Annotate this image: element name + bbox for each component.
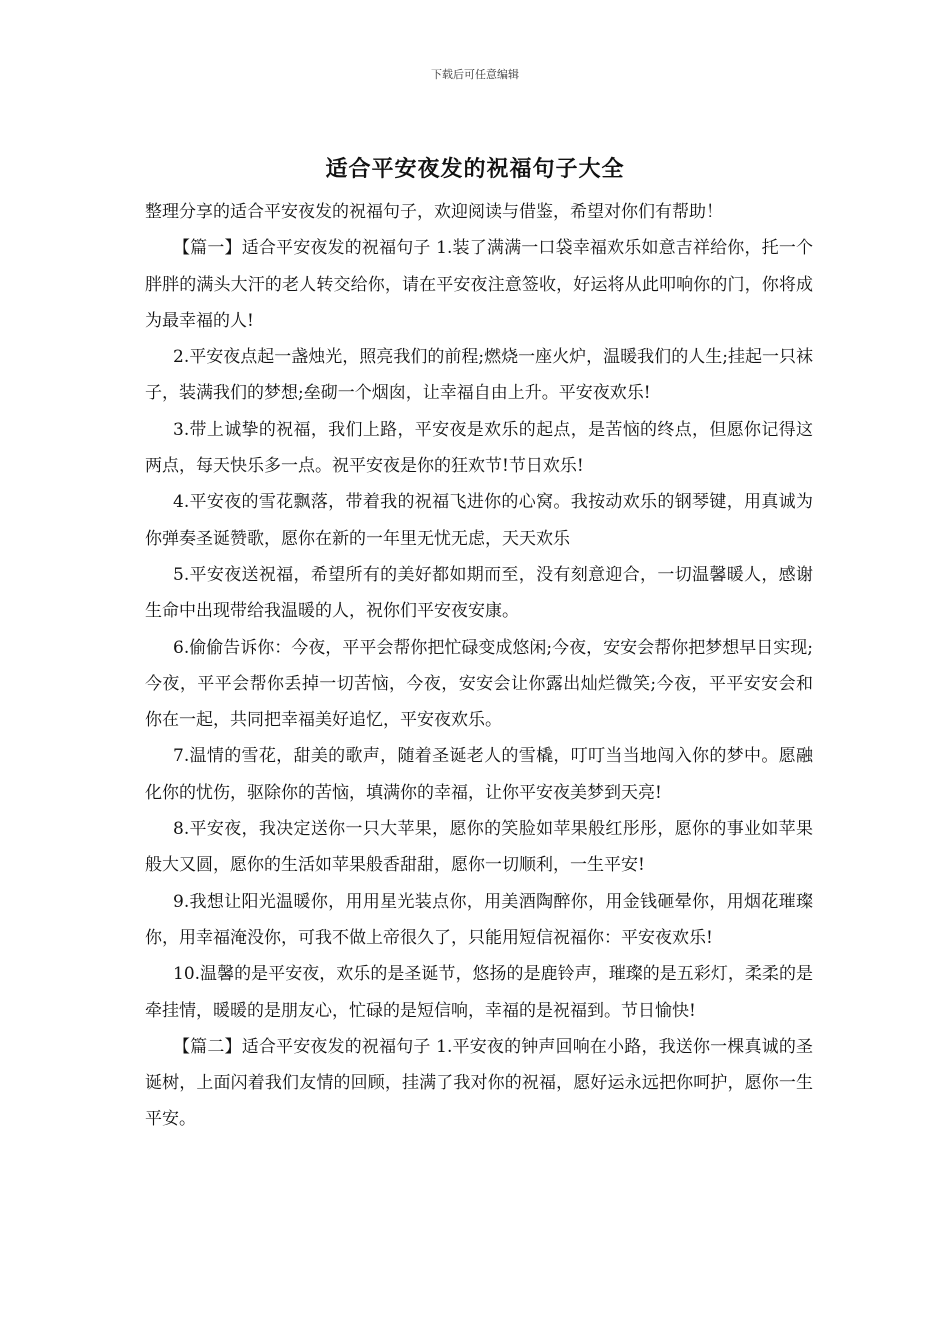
paragraph-item-7: 7.温情的雪花，甜美的歌声，随着圣诞老人的雪橇，叮叮当当地闯入你的梦中。愿融化你的忧伤，驱除你的苦恼，填满你的幸福，让你平安夜美梦到天亮! — [145, 746, 813, 803]
paragraph-section-one: 【篇一】适合平安夜发的祝福句子 1.装了满满一口袋幸福欢乐如意吉祥给你，托一个胖胖的满头大汗的老人转交给你，请在平安夜注意签收，好运将从此叩响你的门，你将成为最幸福的人! — [145, 238, 813, 331]
document-body — [145, 194, 813, 1138]
paragraph-item-10: 10.温馨的是平安夜，欢乐的是圣诞节，悠扬的是鹿铃声，璀璨的是五彩灯，柔柔的是牵挂情，暖暖的是朋友心，忙碌的是短信响，幸福的是祝福到。节日愉快! — [145, 964, 813, 1021]
document-title: 适合平安夜发的祝福句子大全 — [325, 156, 625, 182]
paragraph-item-2: 2.平安夜点起一盏烛光，照亮我们的前程;燃烧一座火炉，温暖我们的人生;挂起一只袜子，装满我们的梦想;垒砌一个烟囱，让幸福自由上升。平安夜欢乐! — [145, 347, 813, 404]
paragraph-item-3: 3.带上诚挚的祝福，我们上路，平安夜是欢乐的起点，是苦恼的终点，但愿你记得这两点，每天快乐多一点。祝平安夜是你的狂欢节!节日欢乐! — [145, 419, 813, 477]
paragraph-item-9: 9.我想让阳光温暖你，用用星光装点你，用美酒陶醉你，用金钱砸晕你，用烟花璀璨你，用幸福淹没你，可我不做上帝很久了，只能用短信祝福你：平安夜欢乐! — [145, 891, 813, 948]
paragraph-item-4: 4.平安夜的雪花飘落，带着我的祝福飞进你的心窝。我按动欢乐的钢琴键，用真诚为你弹奏圣诞赞歌，愿你在新的一年里无忧无虑，天天欢乐 — [145, 492, 813, 549]
paragraph-item-8: 8.平安夜，我决定送你一只大苹果，愿你的笑脸如苹果般红彤彤，愿你的事业如苹果般大又圆，愿你的生活如苹果般香甜甜，愿你一切顺利，一生平安! — [145, 819, 813, 876]
paragraph-item-5: 5.平安夜送祝福，希望所有的美好都如期而至，没有刻意迎合，一切温馨暖人，感谢生命中出现带给我温暖的人，祝你们平安夜安康。 — [145, 564, 813, 622]
intro-paragraph: 整理分享的适合平安夜发的祝福句子，欢迎阅读与借鉴，希望对你们有帮助！ — [145, 202, 723, 222]
paragraph-item-6: 6.偷偷告诉你：今夜，平平会帮你把忙碌变成悠闲;今夜，安安会帮你把梦想早日实现;今夜，平平会帮你丢掉一切苦恼，今夜，安安会让你露出灿烂微笑;今夜，平平安安会和你在一起，共同把幸福美好追忆，平安夜欢乐。 — [145, 637, 813, 731]
header-note: 下载后可任意编辑 — [431, 68, 519, 81]
paragraph-section-two: 【篇二】适合平安夜发的祝福句子 1.平安夜的钟声回响在小路，我送你一棵真诚的圣诞树，上面闪着我们友情的回顾，挂满了我对你的祝福，愿好运永远把你呵护，愿你一生平安。 — [145, 1036, 813, 1130]
